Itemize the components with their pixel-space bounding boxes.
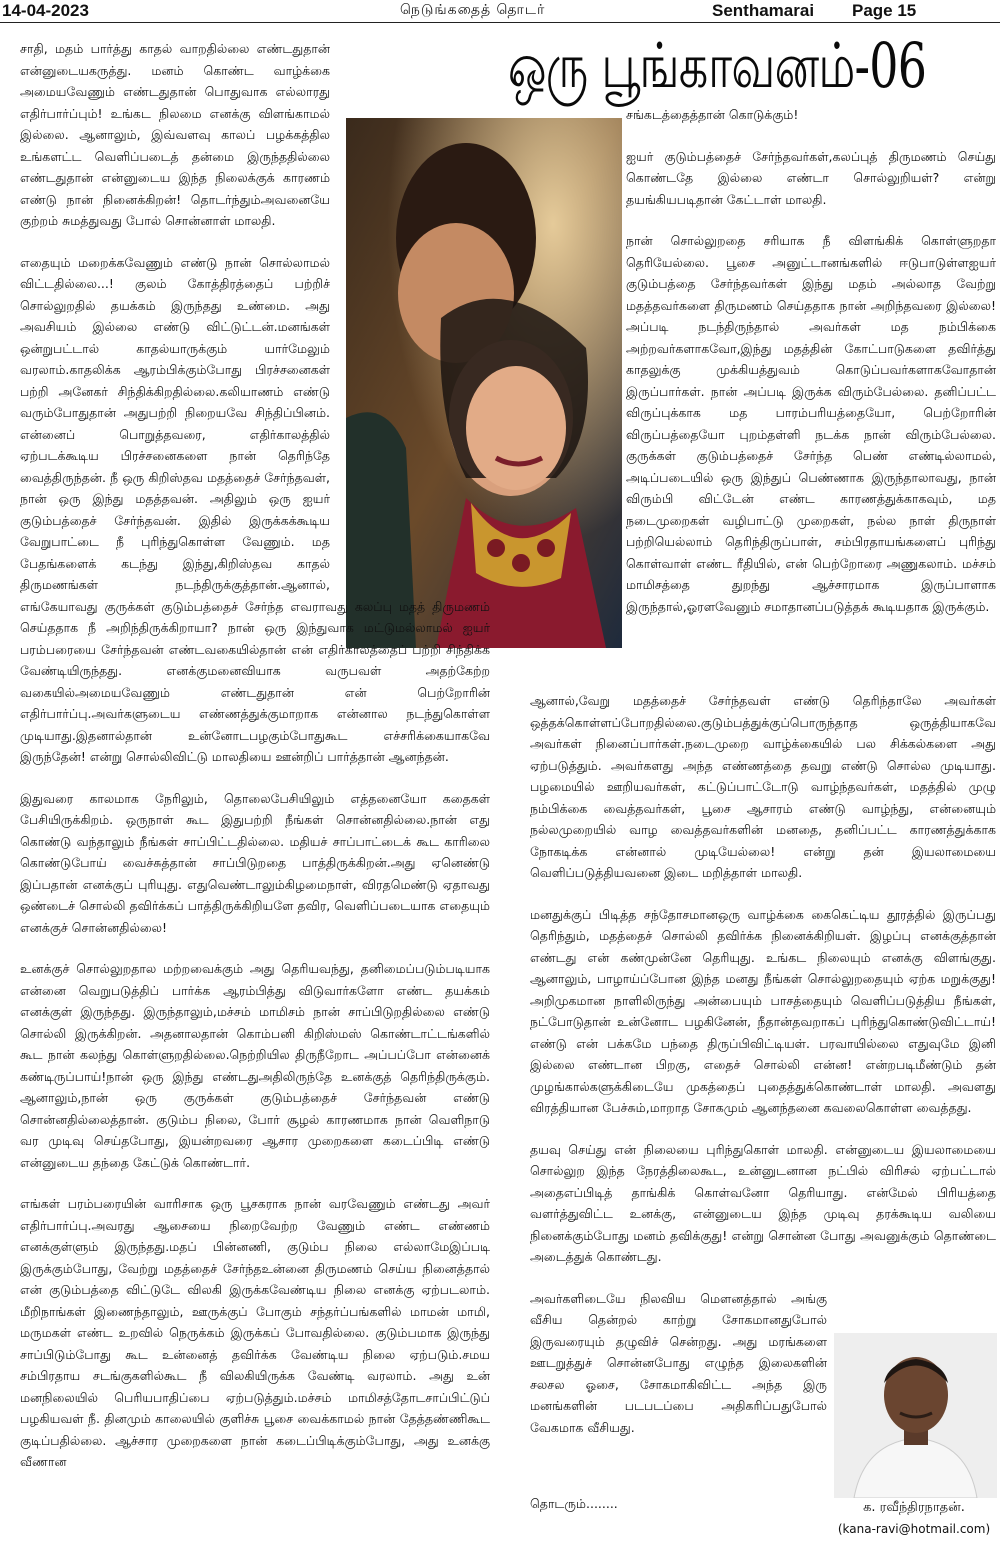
- article-paragraph: இதுவரை காலமாக நேரிலும், தொலைபேசியிலும் எத்தனையோ கதைகள் பேசியிருக்கிறம். ஒருநாள் கூட இதுபற்றி நீங்கள் சொன்னதில்லை.நான் எது கொண்டு வந்தாலும் நீங்கள் சாப்பிட்டதில்லை. மதியச் சாப்பாட்டைக் கூட காரிலை கொண்டுபோய் வைச்சுத்தான் சாப்பிடுறதை பாத்திருக்கிறன்.அது ஏனெண்டு இப்பதான் எனக்குப் புரியுது. எதுவெண்டாலும்கிழமைநாள், விரதமெண்டு ஏதாவது ஒண்டைச் சொல்லி தவிர்க்கப் பாத்திருக்கிறியளே தவிர, வெளிப்படையாக எதையும் எனக்குச் சொன்னதில்லை!: [20, 790, 490, 935]
- continued-marker: தொடரும்........: [530, 1496, 618, 1511]
- story-headline: ஒரு பூங்காவனம்-06: [508, 29, 927, 102]
- author-email[interactable]: (kana-ravi@hotmail.com): [837, 1522, 991, 1536]
- article-paragraph: அவர்களிடையே நிலவிய மௌனத்தால் அங்கு வீசிய தென்றல் காற்று சோகமானதுபோல் இருவரையும் தழுவிச் சென்றது. அது மரங்களை ஊடறுத்துச் சொன்னபோது எழுந்த இலைகளின் சலசல ஓசை, சோகமாகிவிட்ட அந்த இரு மனங்களின் படபடப்பை அதிகரிப்பதுபோல் வேகமாக வீசியது.: [530, 1290, 827, 1435]
- photo-wrap-spacer: [340, 38, 490, 578]
- publication-name: Senthamarai: [712, 1, 815, 20]
- article-paragraph: தயவு செய்து என் நிலையை புரிந்துகொள் மாலதி. என்னுடைய இயலாமையை சொல்லுற இந்த நேரத்திலைகூட, உன்னுடனான நட்பில் விரிசல் ஏற்பட்டால் அதைஎப்பிடித் தாங்கிக் கொள்வனோ தெரியாது. என்மேல் பிரியத்தை வளர்த்துவிட்ட உனக்கு, என்னுடைய இந்த முடிவு தரக்கூடிய வலியை நினைக்கும்போது மனம் தவிக்குது! என்று சொன்ன போது அவனுக்கும் தொண்டை அடைத்துக் கொண்டது.: [530, 1141, 996, 1264]
- article-paragraph: உனக்குச் சொல்லுறதால மற்றவைக்கும் அது தெரியவந்து, தனிமைப்படும்படியாக என்னை வெறுபடுத்திப் பார்க்க ஆரம்பித்து விடுவார்களோ எண்ட தயக்கம் எனக்குள் இருந்தது. இருந்தாலும்,மச்சம் மாமிசம் நான் சாப்பிடுறதில்லை எண்டு சொல்லி இருக்கிறன். அதனாலதான் கொம்பனி கிறிஸ்மஸ் கொண்டாட்டங்களில் கூட நான் கலந்து கொள்ளுறதில்லை.நெற்றியில திருநீறோட அப்பப்போ என்னைக் கண்டிருப்பாய்!நான் ஒரு இந்து எண்டதுஅதிலிருந்தே உனக்குத் தெரிந்திருக்கும். ஆனாலும்,நான் ஒரு குருக்கள் குடும்பத்தைச் சேர்ந்தவன் எண்டு சொன்னதில்லைத்தான். குடும்ப நிலை, போர் சூழல் காரணமாக நான் வெளிநாடு வர முடிவு செய்தபோது, இயன்றவரை ஆசார முறைகளை கடைப்பிடி எண்டு என்னுடைய தந்தை கேட்டுக் கொண்டார்.: [20, 961, 490, 1170]
- article-paragraph: ஆனால்,வேறு மதத்தைச் சேர்ந்தவள் எண்டு தெரிந்தாலே அவர்கள் ஒத்தக்கொள்ளப்போறதில்லை.குடும்பத்துக்குப்பொருந்தாத ஒருத்தியாகவே அவர்கள் நினைப்பார்கள்.நடைமுறை வாழ்க்கையில் பல சிக்கல்களை அது ஏற்படுத்தும். அவர்களது அந்த எண்ணத்தை தவறு எண்டு சொல்ல முடியாது. பழமையில் ஊறியவர்கள், கட்டுப்பாட்டோடு வாழ்ந்தவர்கள், மதத்தில் முழு நம்பிக்கை வைத்தவர்கள், பூசை ஆசாரம் எண்டு வாழ்ந்து, என்னையும் நல்லமுறையில் வாழ வைத்தவர்களின் மனதை, தனிப்பட்ட காரணத்துக்காக நோகடிக்க என்னால் முடியேல்லை! என்று தன் இயலாமையை வெளிப்படுத்தியவனை இடை மறித்தாள் மாலதி.: [530, 693, 996, 880]
- page-number: Page 15: [852, 1, 917, 20]
- article-paragraph: மனதுக்குப் பிடித்த சந்தோசமானஒரு வாழ்க்கை கைகெட்டிய தூரத்தில் இருப்பது தெரிந்தும், மதத்தைச் சொல்லி தவிர்க்க நினைக்கிறியள். இழப்பு எனக்குத்தான் எண்டது என் கண்முன்னே தெரியுது. உங்கட நிலையும் எனக்கு விளங்குது. ஆனாலும், பாழாய்ப்போன இந்த மனது நீங்கள் சொல்லுறதையும் ஏற்க மறுக்குது! அறிமுகமான நாளிலிருந்து அன்பையும் பாசத்தையும் வெளிப்படுத்திய நீங்கள், நட்போடுதான் உன்னோட பழகினேன், நீதான்தவறாகப் புரிந்துகொண்டுவிட்டாய்! எண்டு என் பக்கமே பந்தை திருப்பிவிட்டியள். பரவாயில்லை எதுவுமே இனி இல்லை எண்டான பிறகு, எதைச் சொல்லி என்ன! என்றபடிமீண்டும் தன் முழங்கால்களுக்கிடையே முகத்தைப் புதைத்துக்கொண்டாள் மாலதி. அவளது விரத்தியான பேச்சும்,மாறாத சோகமும் ஆனந்தனை கவலைகொள்ள வைத்தது.: [530, 906, 996, 1115]
- article-paragraph: சங்கடத்தைத்தான் கொடுக்கும்!: [626, 107, 799, 122]
- article-left-column: [20, 38, 490, 1493]
- article-paragraph: ஐயர் குடும்பத்தைச் சேர்ந்தவர்கள்,கலப்புத் திருமணம் செய்து கொண்டதே இல்லை எண்டா சொல்லுறியள்? என்று தயங்கியபடிதான் கேட்டாள் மாலதி.: [626, 148, 996, 207]
- issue-date: 14-04-2023: [2, 1, 89, 20]
- article-right-top-column: [626, 104, 996, 637]
- article-paragraph: எதையும் மறைக்கவேணும் எண்டு நான் சொல்லாமல் விட்டதில்லை...! குலம் கோத்திரத்தைப் பற்றிச் சொல்லுறதில் தயக்கம் இருந்தது உண்மை. அது அவசியம் இல்லை எண்டு விட்டுட்டன்.மனங்கள் ஒன்றுபட்டால் காதல்யாருக்கும் யார்மேலும் வரலாம்.காதலிக்க ஆரம்பிக்கும்போது பிரச்சனைகள் பற்றி அனேகர் சிந்திக்கிறதில்லை.கலியாணம் எண்டு வரும்போதுதான் அதுபற்றி நிறையவே சிந்திப்பினம். என்னைப் பொறுத்தவரை, எதிர்காலத்தில் ஏற்படக்கூடிய பிரச்சனைகளை நான் தெரிந்தே வைத்திருந்தன். நீ ஒரு கிறிஸ்தவ மதத்தைச் சேர்ந்தவள், நான் ஒரு இந்து மதத்தவன். அதிலும் ஒரு ஐயர் குடும்பத்தைச் சேர்ந்தவன். இதில் இருக்கக்கூடிய வேறுபாட்டை நீ புரிந்துகொள்ள வேணும். மத பேதங்களைக் கடந்து இந்து,கிறிஸ்தவ காதல் திருமணங்கள் நடந்திருக்குத்தான்.ஆனால், எங்கேயாவது குருக்கள் குடும்பத்தைச் சேர்ந்த எவராவது கலப்பு மதத் திருமணம் செய்ததாக நீ அறிந்திருக்கிறாயா? நான் ஒரு இந்துவாக மட்டுமல்லாமல் ஐயர் பரம்பரையை சேர்ந்தவன் எண்டவகையில்தான் என் எதிர்காலத்தைப் பற்றி சிந்திக்க வேண்டியிருந்தது. எனக்குமனைவியாக வருபவள் அதற்கேற்ற வகையில்அமையவேணும் எண்டதுதான் என் பெற்றோரின் எதிர்பார்ப்பு.அவர்களுடைய எண்ணத்துக்குமாறாக என்னால நடந்துகொள்ள முடியாது.இதனால்தான் உன்னோடபழகும்போதுகூட எச்சரிக்கையாகவே இருந்தேன்! என்று சொல்லிவிட்டு மாலதியை ஊன்றிப் பார்த்தான் ஆனந்தன்.: [20, 254, 490, 764]
- article-paragraph: நான் சொல்லுறதை சரியாக நீ விளங்கிக் கொள்ளுறதா தெரியேல்லை. பூசை அனுட்டானங்களில் ஈடுபாடுள்ளஐயர் குடும்பத்தை சேர்ந்தவர்கள் இந்து மதம் அல்லாத வேற்று மதத்தவர்களை திருமணம் செய்ததாக நான் அறிந்தவரை இல்லை!அப்படி நடந்திருந்தால் அவர்கள் மத நம்பிக்கை அற்றவர்களாகவோ,இந்து மதத்தின் கோட்பாடுகளை தவிர்த்து காதலுக்கு முக்கியத்துவம் கொடுப்பவர்களாகவோதான் இருப்பார்கள். நான் அப்படி இருக்க விரும்பேல்லை. தனிப்பட்ட விருப்புக்காக மத பாரம்பரியத்தையோ, பெற்றோரின் விருப்பத்தையோ புறம்தள்ளி நடக்க நான் விரும்பேல்லை. குருக்கள் குடும்பத்தைச் சேர்ந்த பெண் எண்டில்லாமல், அடிப்படையில் ஒரு இந்துப் பெண்ணாக இருந்தாலாவது, நான் விரும்பி விட்டேன் எண்ட காரணத்துக்காகவும், மத நடைமுறைகள் வழிபாட்டு முறைகள், நல்ல நாள் திருநாள் பற்றியெல்லாம் தெரிந்திருப்பாள், சம்பிரதாயங்களைப் புரிந்து கொள்வாள் எண்ட ரீதியில், என் பெற்றோரை அணுகலாம். மச்சம் மாமிசத்தை துறந்து ஆச்சாரமாக இருப்பாளாக இருந்தால்,ஓரளவேனும் சமாதானப்படுத்தக் கூடியதாக இருக்கும்.: [626, 233, 996, 614]
- section-title: நெடுங்கதைத் தொடர்: [400, 2, 546, 18]
- article-paragraph: சாதி, மதம் பார்த்து காதல் வாறதில்லை எண்டதுதான் என்னுடையகருத்து. மனம் கொண்ட வாழ்க்கை அமையவேணும் எண்டதுதான் பொதுவாக எல்லாரது எதிர்பார்ப்பும்! உங்கட நிலமை எனக்கு விளங்காமல் இல்லை. ஆனாலும், இவ்வளவு காலப் பழக்கத்தில உங்களட்ட வெளிப்படைத் தன்மை இருந்ததில்லை எண்டதுதான் என்னுடைய இந்த நிலைக்குக் காரணம் எண்டு நான் நினைக்கிறன்! தொடர்ந்தும்அவனையே குற்றம் சுமத்துவது போல் சொன்னாள் மாலதி.: [20, 41, 330, 228]
- page-header: [0, 0, 1000, 23]
- author-name: க. ரவீந்திரநாதன்.: [863, 1500, 965, 1515]
- author-photo: [834, 1333, 997, 1498]
- article-paragraph: எங்கள் பரம்பரையின் வாரிசாக ஒரு பூசகராக நான் வரவேணும் எண்டது அவர் எதிர்பார்ப்பு.அவரது ஆசையை நிறைவேற்ற வேணும் எண்ட எண்ணம் எனக்குள்ளும் இருந்தது.மதப் பின்னணி, குடும்ப நிலை எல்லாமேஇப்படி இருக்கும்போது, வேற்று மதத்தைச் சேர்ந்தஉன்னை திருமணம் செய்ய நினைத்தால் என் குடும்பத்தை விட்டுடே விலகி இருக்கவேண்டிய நிலை எனக்கு ஏற்படலாம். மீறிநாங்கள் இணைந்தாலும், ஊருக்குப் போகும் சந்தர்ப்பங்களில் மாமன் மாமி, மருமகள் எண்ட உறவில் நெருக்கம் இருக்கப் போவதில்லை. குடும்பமாக இருந்து சாப்பிடும்போது கூட உன்னைத் தவிர்க்க வேண்டிய நிலை ஏற்படும்.சமய சம்பிரதாய சடங்குகளில்கூட நீ விலகியிருக்க வேண்டி வரலாம். அது உன் மனநிலையில் பெரியபாதிப்பை ஏற்படுத்தும்.மச்சம் மாமிசத்தோடசாப்பிட்டுப் பழகியவள் நீ. தினமும் காலையில் குளிச்சு பூசை வைக்காமல் நான் தேத்தண்ணிகூட குடிப்பதில்லை. ஆச்சார முறைகளை நான் கடைப்பிடிக்கும்போது, அது உனக்கு வீணான: [20, 1196, 490, 1469]
